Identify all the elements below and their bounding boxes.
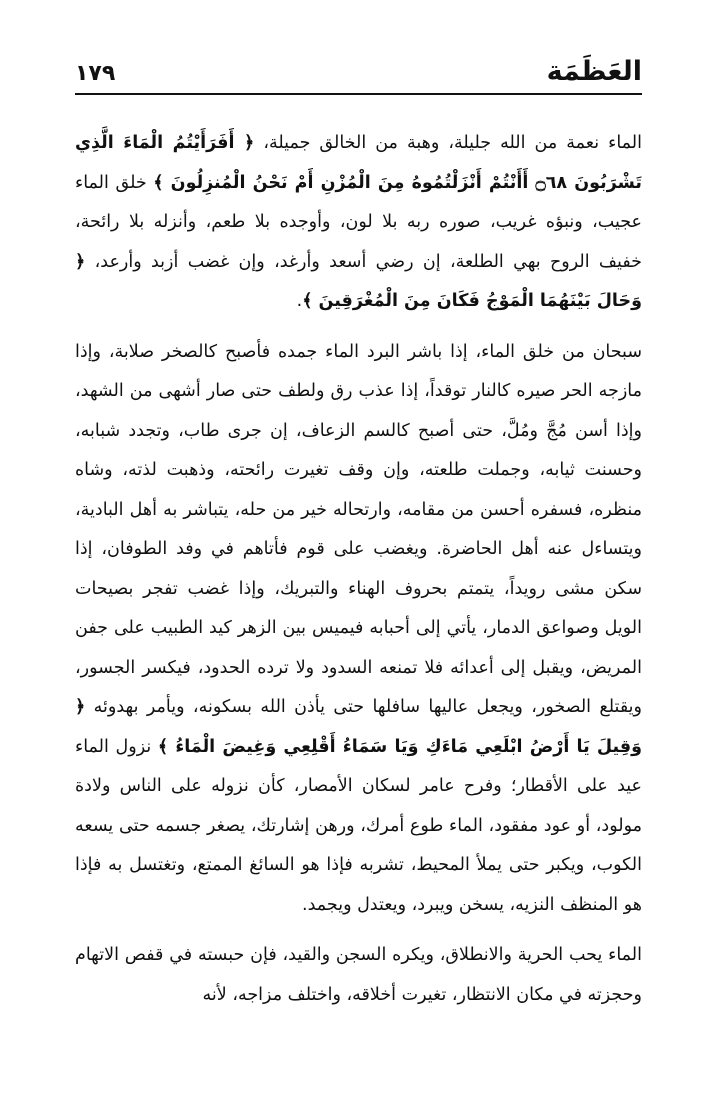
page-number: ١٧٩ bbox=[75, 61, 116, 86]
paragraph-text: الماء يحب الحرية والانطلاق، ويكره السجن والقيد، فإن حبسته في قفص الاتهام وحجزته في مكان الانتظار، تغيرت أخلاقه، واختلف مزاجه، لأنه bbox=[75, 945, 642, 1005]
header-divider bbox=[75, 93, 642, 95]
paragraph-text: . bbox=[296, 291, 303, 311]
quran-verse: ﴿ وَحَالَ بَيْنَهُمَا الْمَوْجُ فَكَانَ مِنَ الْمُغْرَقِينَ ﴾ bbox=[75, 251, 642, 311]
paragraph-water-blessing bbox=[75, 124, 642, 322]
paragraph-text: سبحان من خلق الماء، إذا باشر البرد الماء جمده فأصبح كالصخر صلابة، وإذا مازجه الحر صيره كالنار توقداً، إذا عذب رق ولطف حتى صار أشهى من الشهد، وإذا أسن مُجَّ ومُلَّ، حتى أصبح كالسم الزعاف، إن جرى طاب، وتجدد شبابه، وحسنت ثيابه، وجملت طلعته، وإن وقف تغيرت رائحته، وذهبت لذته، وشاه منظره، فسفره أحسن من مقامه، وارتحاله خير من حله، يتباشر به أهل البادية، ويتساءل عنه أهل الحاضرة. ويغضب على قوم فأتاهم في وفد الطوفان، إذا سكن مشى رويداً، يتمتم بحروف الهناء والتبريك، وإذا غضب تفجر بصيحات الويل وصواعق الدمار، يأتي إلى أحبابه فيميس بين الزهر كيد الطبيب على جفن المريض، ويقبل إلى أعدائه فلا تمنعه السدود ولا ترده الحدود، فيكسر الجسور، ويقتلع الصخور، ويجعل عاليها سافلها حتى يأذن الله بسكونه، ويأمر بهدوئه bbox=[75, 341, 642, 717]
running-header bbox=[75, 52, 642, 92]
paragraph-text: الماء نعمة من الله جليلة، وهبة من الخالق جميلة، bbox=[254, 133, 642, 153]
quran-verse: ﴿ وَقِيلَ يَا أَرْضُ ابْلَعِي مَاءَكِ وَيَا سَمَاءُ أَقْلِعِي وَغِيضَ الْمَاءُ ﴾ bbox=[75, 697, 642, 757]
paragraph-water-nature bbox=[75, 333, 642, 926]
paragraph-text: خلق الماء عجيب، ونبؤه غريب، صوره ربه بلا لون، وأوجده بلا طعم، وأنزله بلا رائحة، خفيف الروح بهي الطلعة، إن رضي أسعد وأرغد، وإن غضب أزبد وأرعد، bbox=[75, 172, 642, 272]
page-body bbox=[75, 124, 642, 1015]
chapter-title: العَظَمَة bbox=[546, 56, 642, 87]
paragraph-text: نزول الماء عيد على الأقطار؛ وفرح عامر لسكان الأمصار، كأن نزوله على الناس ولادة مولود، أو عود مفقود، الماء طوع أمرك، ورهن إشارتك، يصغر جسمه حتى يسعه الكوب، ويكبر حتى يملأ المحيط، تشربه فإذا هو السائغ الممتع، وتغتسل به فإذا هو المنظف النزيه، يسخن ويبرد، ويعتدل ويجمد. bbox=[75, 736, 642, 915]
paragraph-water-freedom bbox=[75, 936, 642, 1015]
quran-verse: ﴿ أَفَرَأَيْتُمُ الْمَاءَ الَّذِي تَشْرَبُونَ ۝٦٨ أَأَنْتُمْ أَنْزَلْتُمُوهُ مِنَ الْمُزْنِ أَمْ نَحْنُ الْمُنزِلُونَ ﴾ bbox=[75, 133, 642, 193]
